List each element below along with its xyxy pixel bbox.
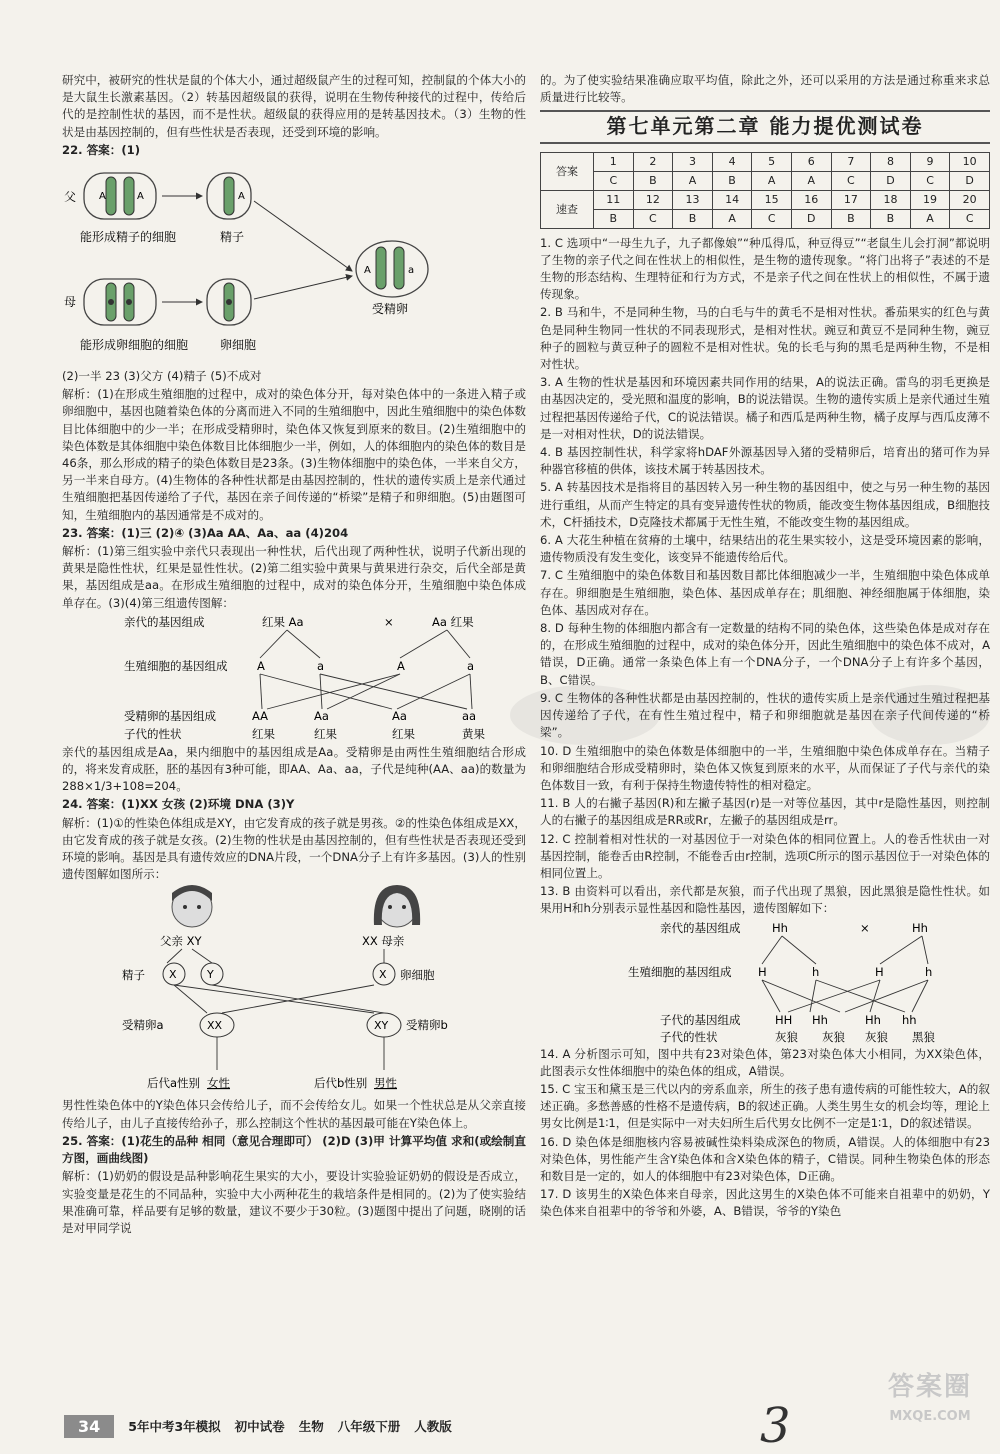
q24-sex-inheritance-diagram	[62, 885, 526, 1095]
svg-text:Hh: Hh	[865, 1012, 881, 1027]
svg-text:红果: 红果	[252, 726, 275, 741]
svg-text:Hh: Hh	[812, 1012, 828, 1027]
father-portrait-icon	[172, 885, 212, 927]
site-watermark: 答案圈 MXQE.COM	[887, 1372, 972, 1424]
svg-text:H: H	[758, 964, 767, 979]
svg-text:AA: AA	[252, 708, 269, 723]
q23-explanation: 解析：(1)第三组实验中亲代只表现出一种性状，后代出现了两种性状，说明子代新出现的黄果是隐性性状，红果是显性性状。(2)第二组实验中黄果与黄果进行杂交，后代全部是黄果，基因组成是aa。在形成生殖细胞的过程中，成对的染色体分开，生殖细胞中染色体成单存在。(3)(4)第三组遗传图解：	[62, 544, 526, 610]
q13-cross-diagram	[540, 920, 990, 1044]
handwritten-mark: 3	[760, 1398, 791, 1454]
svg-text:XY: XY	[374, 1019, 389, 1033]
svg-text:h: h	[812, 964, 820, 979]
svg-text:生殖细胞的基因组成: 生殖细胞的基因组成	[628, 964, 732, 979]
q25-explanation: 解析：(1)奶奶的假设是品种影响花生果实的大小，要设计实验验证奶奶的假设是否成立，实验变量是花生的不同品种，实验中大小两种花生的栽培条件是相同的。(2)为了使实验结果准确可靠，样品要有足够的数量，建议不要少于30粒。(3)题图中提出了问题，晓刚的话是对甲同学说	[62, 1169, 526, 1235]
svg-text:男性: 男性	[374, 1076, 397, 1091]
svg-text:h: h	[925, 964, 933, 979]
svg-text:红果: 红果	[392, 726, 415, 741]
caption-egg-forming-cell: 能形成卵细胞的细胞	[80, 338, 189, 353]
item-3: 3. A 生物的性状是基因和环境因素共同作用的结果，A的说法正确。雷鸟的羽毛更换是由基因决定的，受光照和温度的影响，B的说法错误。生物的遗传实质上是亲代通过生殖过程把基因传递给子代，C的说法错误。橘子和西瓜是两种生物，橘子皮厚与西瓜皮薄不是一对相对性状，D的说法错误。	[540, 375, 990, 441]
unit-title: 第七单元第二章 能力提优测试卷	[540, 110, 990, 143]
q24-answer: 24. 答案：(1)XX 女孩 (2)环境 DNA (3)Y	[62, 797, 295, 812]
item-9: 9. C 生物体的各种性状都是由基因控制的，性状的遗传实质上是亲代通过生殖过程把基因传递给了子代，在有性生殖过程中，精子和卵细胞就是基因在亲子代间传递的“桥梁”。	[540, 690, 990, 740]
intro-paragraph: 研究中，被研究的性状是鼠的个体大小，通过超级鼠产生的过程可知，控制鼠的个体大小的是大鼠生长激素基因。（2）转基因超级鼠的获得，说明在生物传种接代的过程中，传给后代的是控制性状的基因，而不是性状。超级鼠的获得应用的是转基因技术。（3）生物的性状是由基因控制的，但有些性状是否表现，还受到环境的影响。	[62, 73, 526, 139]
item-16: 16. D 染色体是细胞核内容易被碱性染料染成深色的物质，A错误。人的体细胞中有23对染色体，男性能产生含Y染色体和含X染色体的精子，C错误。同种生物染色体的形态和数目是一定的，如人的体细胞中有23对染色体，D正确。	[540, 1134, 990, 1183]
svg-text:a: a	[467, 658, 475, 673]
table-label-answer: 答案	[541, 152, 594, 190]
svg-text:A: A	[364, 265, 371, 277]
svg-text:Aa 红果: Aa 红果	[432, 614, 474, 629]
left-column	[62, 72, 526, 1238]
svg-text:XX 母亲: XX 母亲	[362, 934, 405, 949]
item-17: 17. D 该男生的X染色体来自母亲，因此这男生的X染色体不可能来自祖辈中的奶奶，Y染色体来自祖辈中的爷爷和外婆，A、B错误，爷爷的Y染色	[540, 1187, 990, 1219]
father-label: 父	[64, 190, 77, 205]
svg-text:黑狼: 黑狼	[912, 1029, 935, 1044]
item-15: 15. C 宝玉和黛玉是三代以内的旁系血亲，所生的孩子患有遗传病的可能性较大，A的叙述正确。多愁善感的性格不是遗传病，B的叙述正确。人类生男生女的机会均等，理论上男女比例是1∶1，但是实际中一对夫妇所生后代男女比例不一定是1∶1，D的叙述错误。	[540, 1081, 990, 1131]
svg-text:Y: Y	[207, 968, 214, 982]
svg-text:Hh: Hh	[912, 920, 928, 935]
q23-answer: 23. 答案：(1)三 (2)④ (3)Aa AA、Aa、aa (4)204	[62, 525, 349, 540]
caption-zygote: 受精卵	[372, 302, 409, 317]
svg-text:亲代的基因组成: 亲代的基因组成	[660, 920, 741, 935]
table-label-check: 速查	[541, 190, 594, 228]
svg-text:子代的性状: 子代的性状	[124, 726, 182, 741]
svg-text:hh: hh	[902, 1012, 917, 1027]
svg-text:红果: 红果	[314, 726, 337, 741]
svg-text:×: ×	[860, 920, 870, 935]
subject: 生物	[298, 1419, 324, 1434]
svg-text:红果 Aa: 红果 Aa	[262, 614, 304, 629]
svg-text:灰狼: 灰狼	[775, 1029, 798, 1044]
svg-text:A: A	[99, 191, 106, 203]
svg-text:亲代的基因组成: 亲代的基因组成	[124, 614, 205, 629]
svg-text:H: H	[875, 964, 884, 979]
svg-text:X: X	[169, 968, 177, 982]
svg-text:XX: XX	[207, 1019, 223, 1033]
svg-text:黄果: 黄果	[462, 726, 485, 741]
svg-text:受精卵a: 受精卵a	[122, 1018, 164, 1033]
q22-answer: 22. 答案：(1)	[62, 142, 141, 157]
mother-label: 母	[64, 295, 77, 310]
svg-text:A: A	[397, 658, 405, 673]
svg-text:精子: 精子	[122, 968, 145, 983]
svg-text:子代的基因组成: 子代的基因组成	[660, 1012, 741, 1027]
q22-answer-2: (2)一半 23 (3)父方 (4)精子 (5)不成对	[62, 369, 262, 384]
svg-text:X: X	[379, 968, 387, 982]
item-14: 14. A 分析图示可知，图中共有23对染色体，第23对染色体大小相同，为XX染色体，此图表示女性体细胞中的染色体的组成，A错误。	[540, 1046, 990, 1078]
svg-text:Aa: Aa	[392, 708, 407, 723]
q25-continued: 的。为了使实验结果准确应取平均值，除此之外，还可以采用的方法是通过称重来求总质量进行比较等。	[540, 73, 990, 105]
edition: 人教版	[414, 1419, 452, 1434]
answer-table: 答案 1 2 3 4 5 6 7 8 9 10 C B A B A A C D C D 速查 11 12 13 14 15 16 17 18 19 20 B C B A C D B B A C	[540, 152, 990, 229]
q24-tail: 男性性染色体中的Y染色体只会传给儿子，而不会传给女儿。如果一个性状总是从父亲直接传给儿子，由儿子直接传给孙子，那么控制这个性状的基因最可能在Y染色体上。	[62, 1098, 526, 1130]
item-2: 2. B 马和牛，不是同种生物，马的白毛与牛的黄毛不是相对性状。番茄果实的红色与黄色是同种生物同一性状的不同表现形式，是相对性状。豌豆和黄豆不是同种生物，豌豆种子的圆粒与黄豆种子的圆粒不是相对性状。兔的长毛与狗的黑毛是两种生物，不是相对性状。	[540, 305, 990, 372]
svg-text:HH: HH	[775, 1012, 793, 1027]
svg-text:A: A	[238, 191, 245, 203]
item-4: 4. B 基因控制性状，科学家将hDAF外源基因导入猪的受精卵后，培育出的猪可作为异种器官移植的供体，该技术属于转基因技术。	[540, 445, 990, 477]
svg-text:aa: aa	[462, 708, 477, 723]
svg-text:卵细胞: 卵细胞	[400, 968, 435, 983]
svg-text:女性: 女性	[207, 1076, 230, 1091]
caption-egg: 卵细胞	[220, 338, 257, 353]
svg-text:Hh: Hh	[772, 920, 788, 935]
item-12: 12. C 控制着相对性状的一对基因位于一对染色体的相同位置上。人的卷舌性状由一对基因控制，能卷舌由R控制，不能卷舌由r控制，选项C所示的图示基因位于一对染色体的相同位置上。	[540, 831, 990, 880]
item-8: 8. D 每种生物的体细胞内都含有一定数量的结构不同的染色体，这些染色体是成对存在的，在形成生殖细胞的过程中，成对的染色体分开，因此生殖细胞中的染色体不成对，A错误，D正确。通常一条染色体上有一个DNA分子，一个DNA分子上有许多个基因，B、C错误。	[540, 621, 990, 687]
item-13: 13. B 由资料可以看出，亲代都是灰狼，而子代出现了黑狼，因此黑狼是隐性性状。如果用H和h分别表示显性基因和隐性基因，遗传图解如下：	[540, 884, 990, 916]
item-5: 5. A 转基因技术是指将目的基因转入另一种生物的基因组中，使之与另一种生物的基因进行重组，从而产生特定的具有变异遗传性状的物质，能改变生物体基因组成，B细胞技术，C杆插技术，D克隆技术都属于无性生殖，不能改变生物的基因组成。	[540, 480, 990, 529]
svg-text:受精卵b: 受精卵b	[406, 1018, 448, 1033]
item-10: 10. D 生殖细胞中的染色体数是体细胞中的一半，生殖细胞中染色体成单存在。当精子和卵细胞结合形成受精卵时，染色体又恢复到原来的水平，从而保证了子代与亲代的染色体数目一致，有利于保持生物遗传特性的相对稳定。	[540, 743, 990, 792]
item-6: 6. A 大花生种植在贫瘠的土壤中，结果结出的花生果实较小，这是受环境因素的影响，遗传物质没有发生变化，该变异不能遗传给后代。	[540, 533, 990, 565]
q22-explanation: 解析：(1)在形成生殖细胞的过程中，成对的染色体分开，每对染色体中的一条进入精子或卵细胞中，基因也随着染色体的分离而进入不同的生殖细胞中，因此生殖细胞中的染色体数目比体细胞中的少一半；在形成受精卵时，染色体又恢复到原来的数目。(2)生殖细胞中的染色体数是其体细胞中染色体数目比体细胞少一半，例如，人的体细胞内的染色体的数目是46条，那么形成的精子的染色体数目是23条。(3)生物体细胞中的染色体，一半来自父方，另一半来自母方。(4)生物体的各种性状都是由基因控制的，性状的遗传实质上是亲代通过生殖细胞把基因传递给了子代，基因在亲子间传递的“桥梁”是精子和卵细胞。(5)由题图可知，生殖细胞内的基因通常是不成对的。	[62, 387, 526, 522]
svg-text:A: A	[257, 658, 265, 673]
q22-diagram	[62, 161, 492, 366]
q24-explanation: 解析：(1)①的性染色体组成是XY，由它发育成的孩子就是男孩。②的性染色体组成是XX，由它发育成的孩子就是女孩。(2)生物的性状是由基因控制的，但有些性状是否表现还受到环境的影响。基因是具有遗传效应的DNA片段，一个DNA分子上有许多基因。(3)人的性别遗传图解如图所示：	[62, 815, 526, 882]
q23-tail: 亲代的基因组成是Aa，果内细胞中的基因组成是Aa。受精卵是由两性生殖细胞结合形成的，将来发育成胚，胚的基因有3种可能，即AA、Aa、aa，子代是纯种(AA、aa)的数量为288×1/3+108=204。	[62, 744, 526, 794]
svg-text:×: ×	[384, 614, 394, 629]
grade: 八年级下册	[337, 1419, 401, 1434]
item-7: 7. C 生殖细胞中的染色体数目和基因数目都比体细胞减少一半，生殖细胞中染色体成单存在。卵细胞是生殖细胞，染色体、基因成单存在；肌细胞、神经细胞属于体细胞，染色体、基因成对存在。	[540, 568, 990, 617]
series-name: 5年中考3年模拟	[128, 1419, 221, 1434]
svg-text:父亲 XY: 父亲 XY	[160, 934, 202, 949]
caption-sperm: 精子	[220, 230, 245, 245]
svg-text:A: A	[137, 191, 144, 203]
svg-text:子代的性状: 子代的性状	[660, 1029, 718, 1044]
svg-text:受精卵的基因组成: 受精卵的基因组成	[124, 708, 216, 723]
item-1: 1. C 选项中“一母生九子，九子都像娘”“种瓜得瓜，种豆得豆”“老鼠生儿会打洞”都说明了生物的亲子代之间在性状上的相似性，是生物的遗传现象。“将门出将子”表述的不是生物的形态结构、生理特征和行为方式，不是亲子代之间在性状上的相似性，不属于遗传现象。	[540, 235, 990, 302]
svg-text:后代b性别: 后代b性别	[314, 1076, 368, 1091]
svg-text:后代a性别: 后代a性别	[147, 1076, 201, 1091]
svg-text:生殖细胞的基因组成: 生殖细胞的基因组成	[124, 658, 228, 673]
q25-answer: 25. 答案：(1)花生的品种 相同（意见合理即可） (2)D (3)甲 计算平均值 求和(或绘制直方图，画曲线图)	[62, 1133, 526, 1166]
right-column	[540, 72, 990, 1222]
paper-type: 初中试卷	[234, 1419, 285, 1434]
item-11: 11. B 人的右撇子基因(R)和左撇子基因(r)是一对等位基因，其中r是隐性基因，则控制人的右撇子的基因组成是RR或Rr，左撇子的基因组成是rr。	[540, 796, 990, 828]
page-footer	[64, 1414, 704, 1438]
svg-text:灰狼: 灰狼	[822, 1029, 845, 1044]
page-number: 34	[64, 1415, 114, 1438]
mother-portrait-icon	[374, 885, 420, 927]
q23-cross-diagram	[62, 614, 526, 742]
svg-text:Aa: Aa	[314, 708, 329, 723]
svg-text:灰狼: 灰狼	[865, 1029, 888, 1044]
svg-text:a: a	[408, 265, 415, 277]
caption-sperm-forming-cell: 能形成精子的细胞	[80, 230, 177, 245]
svg-text:a: a	[317, 658, 325, 673]
